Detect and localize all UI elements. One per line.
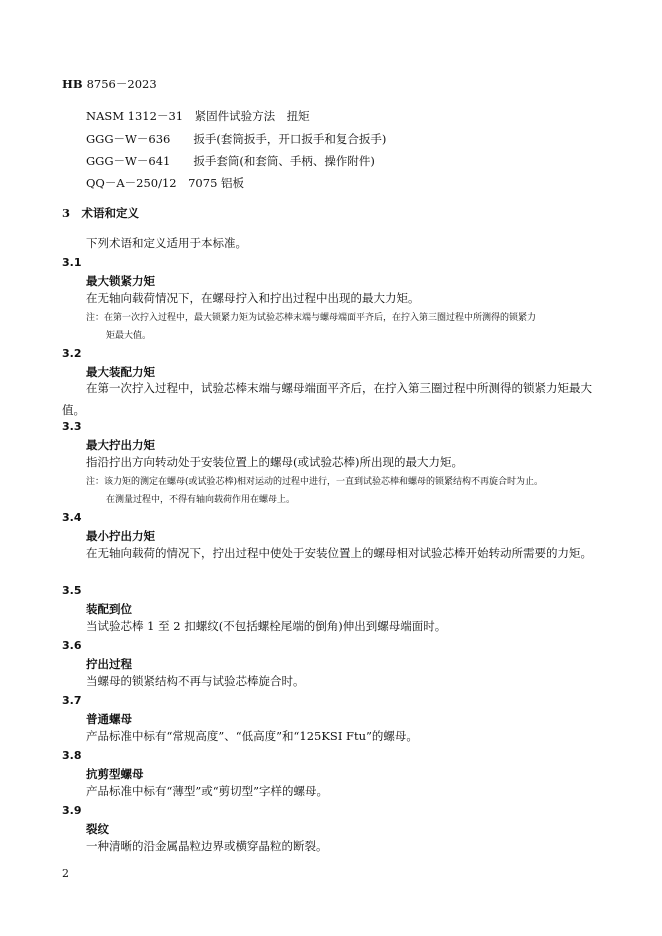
- standard-number: 8756－2023: [86, 77, 157, 91]
- standard-prefix: HB: [62, 77, 83, 91]
- term-title: 普通螺母: [86, 712, 132, 726]
- clause-number: 3.3: [62, 420, 82, 433]
- section-intro: 下列术语和定义适用于本标准。: [86, 236, 247, 250]
- term-definition: 在无轴向载荷情况下，在螺母拧入和拧出过程中出现的最大力矩。: [86, 291, 420, 305]
- term-note: [86, 309, 586, 345]
- term-note: [86, 473, 586, 509]
- clause-number: 3.2: [62, 347, 82, 360]
- term-definition: 在无轴向载荷的情况下，拧出过程中使处于安装位置上的螺母相对试验芯棒开始转动所需要的力矩。: [86, 546, 592, 560]
- term-definition: 一种清晰的沿金属晶粒边界或横穿晶粒的断裂。: [86, 839, 328, 853]
- term-title: 装配到位: [86, 602, 132, 616]
- term-title: 最大拧出力矩: [86, 438, 155, 452]
- clause-number: 3.7: [62, 694, 82, 707]
- reference-item: NASM 1312－31 紧固件试验方法 扭矩: [86, 109, 310, 123]
- term-title: 最大锁紧力矩: [86, 274, 155, 288]
- term-title: 最大装配力矩: [86, 365, 155, 379]
- note-line: 在测量过程中，不得有轴向载荷作用在螺母上。: [106, 495, 296, 505]
- term-title: 最小拧出力矩: [86, 529, 155, 543]
- clause-number: 3.5: [62, 584, 82, 597]
- term-definition: 当试验芯棒 1 至 2 扣螺纹(不包括螺栓尾端的倒角)伸出到螺母端面时。: [86, 619, 447, 633]
- note-line: 矩最大值。: [106, 331, 152, 341]
- clause-number: 3.8: [62, 749, 82, 762]
- reference-item: GGG－W－636 扳手(套筒扳手，开口扳手和复合扳手): [86, 132, 387, 146]
- note-line: 注：在第一次拧入过程中，最大锁紧力矩为试验芯棒末端与螺母端面平齐后，在拧入第三圈过程中所测得的锁紧力: [86, 313, 537, 323]
- term-definition: 指沿拧出方向转动处于安装位置上的螺母(或试验芯棒)所出现的最大力矩。: [86, 455, 463, 469]
- term-title: 拧出过程: [86, 657, 132, 671]
- term-title: 裂纹: [86, 822, 109, 836]
- clause-number: 3.6: [62, 639, 82, 652]
- reference-item: GGG－W－641 扳手套筒(和套筒、手柄、操作附件): [86, 154, 375, 168]
- reference-item: QQ－A－250/12 7075 铝板: [86, 176, 245, 190]
- note-line: 注：该力矩的测定在螺母(或试验芯棒)相对运动的过程中进行，一直到试验芯棒和螺母的锁紧结构不再旋合时为止。: [86, 477, 544, 487]
- term-definition: 当螺母的锁紧结构不再与试验芯棒旋合时。: [86, 674, 305, 688]
- page-number: 2: [62, 867, 69, 880]
- term-title: 抗剪型螺母: [86, 767, 144, 781]
- clause-number: 3.1: [62, 256, 82, 269]
- section-heading: 3 术语和定义: [62, 206, 140, 220]
- term-definition: 产品标准中标有“薄型”或“剪切型”字样的螺母。: [86, 784, 329, 798]
- document-code: [62, 76, 157, 92]
- term-definition: 产品标准中标有“常规高度”、“低高度”和“125KSI Ftu”的螺母。: [86, 729, 418, 743]
- clause-number: 3.4: [62, 511, 82, 524]
- term-definition: 在第一次拧入过程中，试验芯棒末端与螺母端面平齐后，在拧入第三圈过程中所测得的锁紧力矩最大值。: [62, 381, 592, 417]
- clause-number: 3.9: [62, 804, 82, 817]
